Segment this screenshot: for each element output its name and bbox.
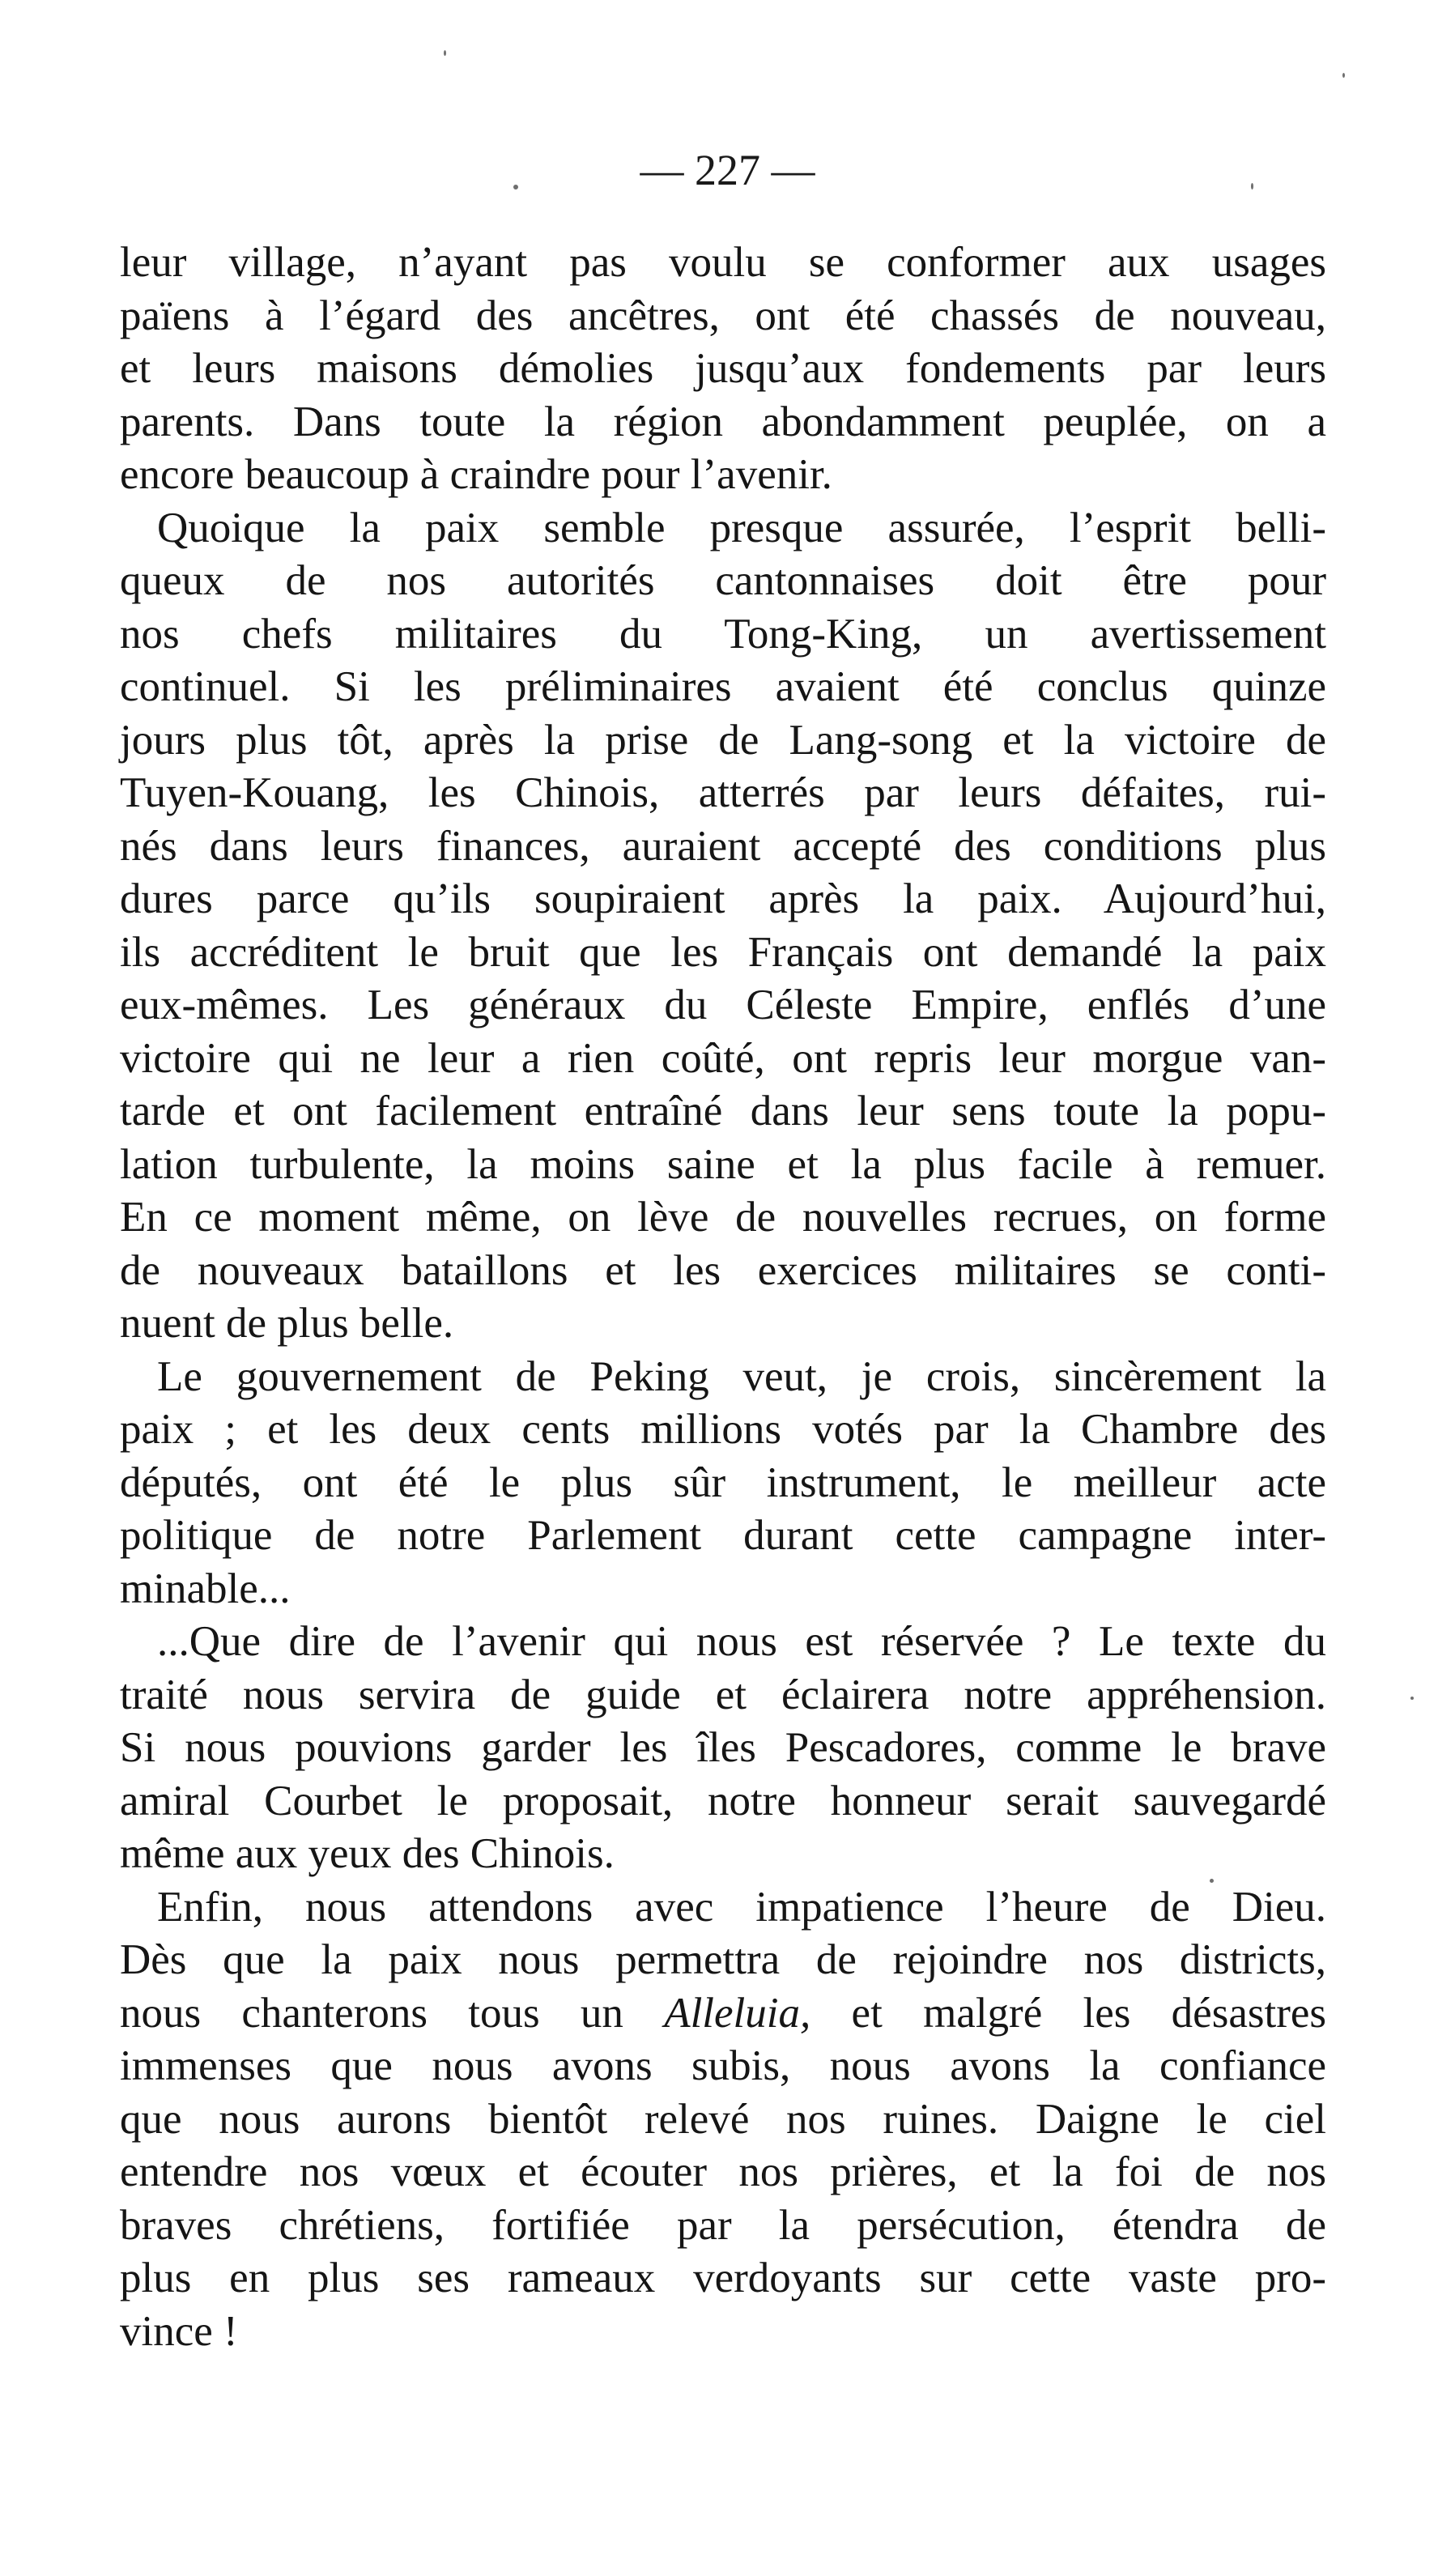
text-line: immenses que nous avons subis, nous avons la confiance (120, 2042, 1326, 2089)
text-line: et leurs maisons démolies jusqu’aux fondements par leurs (120, 345, 1326, 392)
text-line: ...Que dire de l’avenir qui nous est réservée ? Le texte du (157, 1618, 1326, 1665)
body-text (120, 236, 1326, 2358)
text-line: ils accréditent le bruit que les Français ont demandé la paix (120, 928, 1326, 976)
text-line: vince ! (120, 2307, 238, 2355)
text-line: nous chanterons tous un Alleluia, et malgré les désastres (120, 1989, 1326, 2037)
text-line: nuent de plus belle. (120, 1300, 454, 1347)
paragraph (120, 1881, 1326, 2359)
text-line: Enfin, nous attendons avec impatience l’heure de Dieu. (157, 1883, 1326, 1931)
text-line: entendre nos vœux et écouter nos prières, et la foi de nos (120, 2148, 1326, 2195)
scan-speck (1251, 183, 1253, 189)
paragraph (120, 1351, 1326, 1616)
scan-speck (1210, 1879, 1214, 1883)
text-line: jours plus tôt, après la prise de Lang-song et la victoire de (120, 716, 1326, 764)
text-line: minable... (120, 1565, 291, 1612)
page-number: — 227 — (640, 146, 815, 194)
text-line: encore beaucoup à craindre pour l’avenir. (120, 451, 832, 498)
paragraph (120, 502, 1326, 1351)
scan-speck (444, 50, 446, 56)
scan-speck (1410, 1697, 1414, 1700)
text-line: Si nous pouvions garder les îles Pescadores, comme le brave (120, 1724, 1326, 1771)
text-line: plus en plus ses rameaux verdoyants sur cette vaste pro- (120, 2255, 1326, 2301)
text-line: continuel. Si les préliminaires avaient été conclus quinze (120, 663, 1326, 710)
text-line: Quoique la paix semble presque assurée, l’esprit belli- (157, 504, 1326, 551)
text-line: leur village, n’ayant pas voulu se conformer aux usages (120, 239, 1326, 286)
text-line: même aux yeux des Chinois. (120, 1830, 615, 1877)
text-line: tarde et ont facilement entraîné dans leur sens toute la popu- (120, 1088, 1326, 1135)
text-line: queux de nos autorités cantonnaises doit être pour (120, 557, 1326, 604)
text-line: victoire qui ne leur a rien coûté, ont repris leur morgue van- (120, 1034, 1326, 1082)
text-line: de nouveaux bataillons et les exercices militaires se conti- (120, 1246, 1326, 1294)
text-line: eux-mêmes. Les généraux du Céleste Empire, enflés d’une (120, 981, 1326, 1028)
scan-speck (513, 185, 518, 189)
text-line: lation turbulente, la moins saine et la plus facile à remuer. (120, 1140, 1326, 1188)
italic-word: Alleluia, (664, 1989, 811, 2037)
text-line: dures parce qu’ils soupiraient après la paix. Aujourd’hui, (120, 875, 1326, 922)
text-line: En ce moment même, on lève de nouvelles recrues, on forme (120, 1194, 1326, 1241)
text-line: Dès que la paix nous permettra de rejoindre nos districts, (120, 1936, 1326, 1983)
text-line: paix ; et les deux cents millions votés par la Chambre des (120, 1406, 1326, 1453)
paragraph (120, 236, 1326, 502)
paragraph (120, 1616, 1326, 1881)
text-line: que nous aurons bientôt relevé nos ruines. Daigne le ciel (120, 2095, 1326, 2143)
text-line: traité nous servira de guide et éclairera notre appréhension. (120, 1671, 1326, 1718)
text-line: nés dans leurs finances, auraient accepté des conditions plus (120, 822, 1326, 870)
text-line: nos chefs militaires du Tong-King, un avertissement (120, 610, 1326, 658)
scan-speck (1342, 73, 1345, 78)
text-line: amiral Courbet le proposait, notre honneur serait sauvegardé (120, 1777, 1326, 1824)
text-line: Le gouvernement de Peking veut, je crois, sincèrement la (157, 1352, 1326, 1400)
text-line: Tuyen-Kouang, les Chinois, atterrés par leurs défaites, rui- (120, 769, 1326, 816)
text-line: braves chrétiens, fortifiée par la persécution, étendra de (120, 2201, 1326, 2249)
text-line: parents. Dans toute la région abondamment peuplée, on a (120, 398, 1326, 445)
text-line: politique de notre Parlement durant cette campagne inter- (120, 1512, 1326, 1559)
text-line: païens à l’égard des ancêtres, ont été chassés de nouveau, (120, 292, 1326, 339)
text-line: députés, ont été le plus sûr instrument, le meilleur acte (120, 1458, 1326, 1506)
